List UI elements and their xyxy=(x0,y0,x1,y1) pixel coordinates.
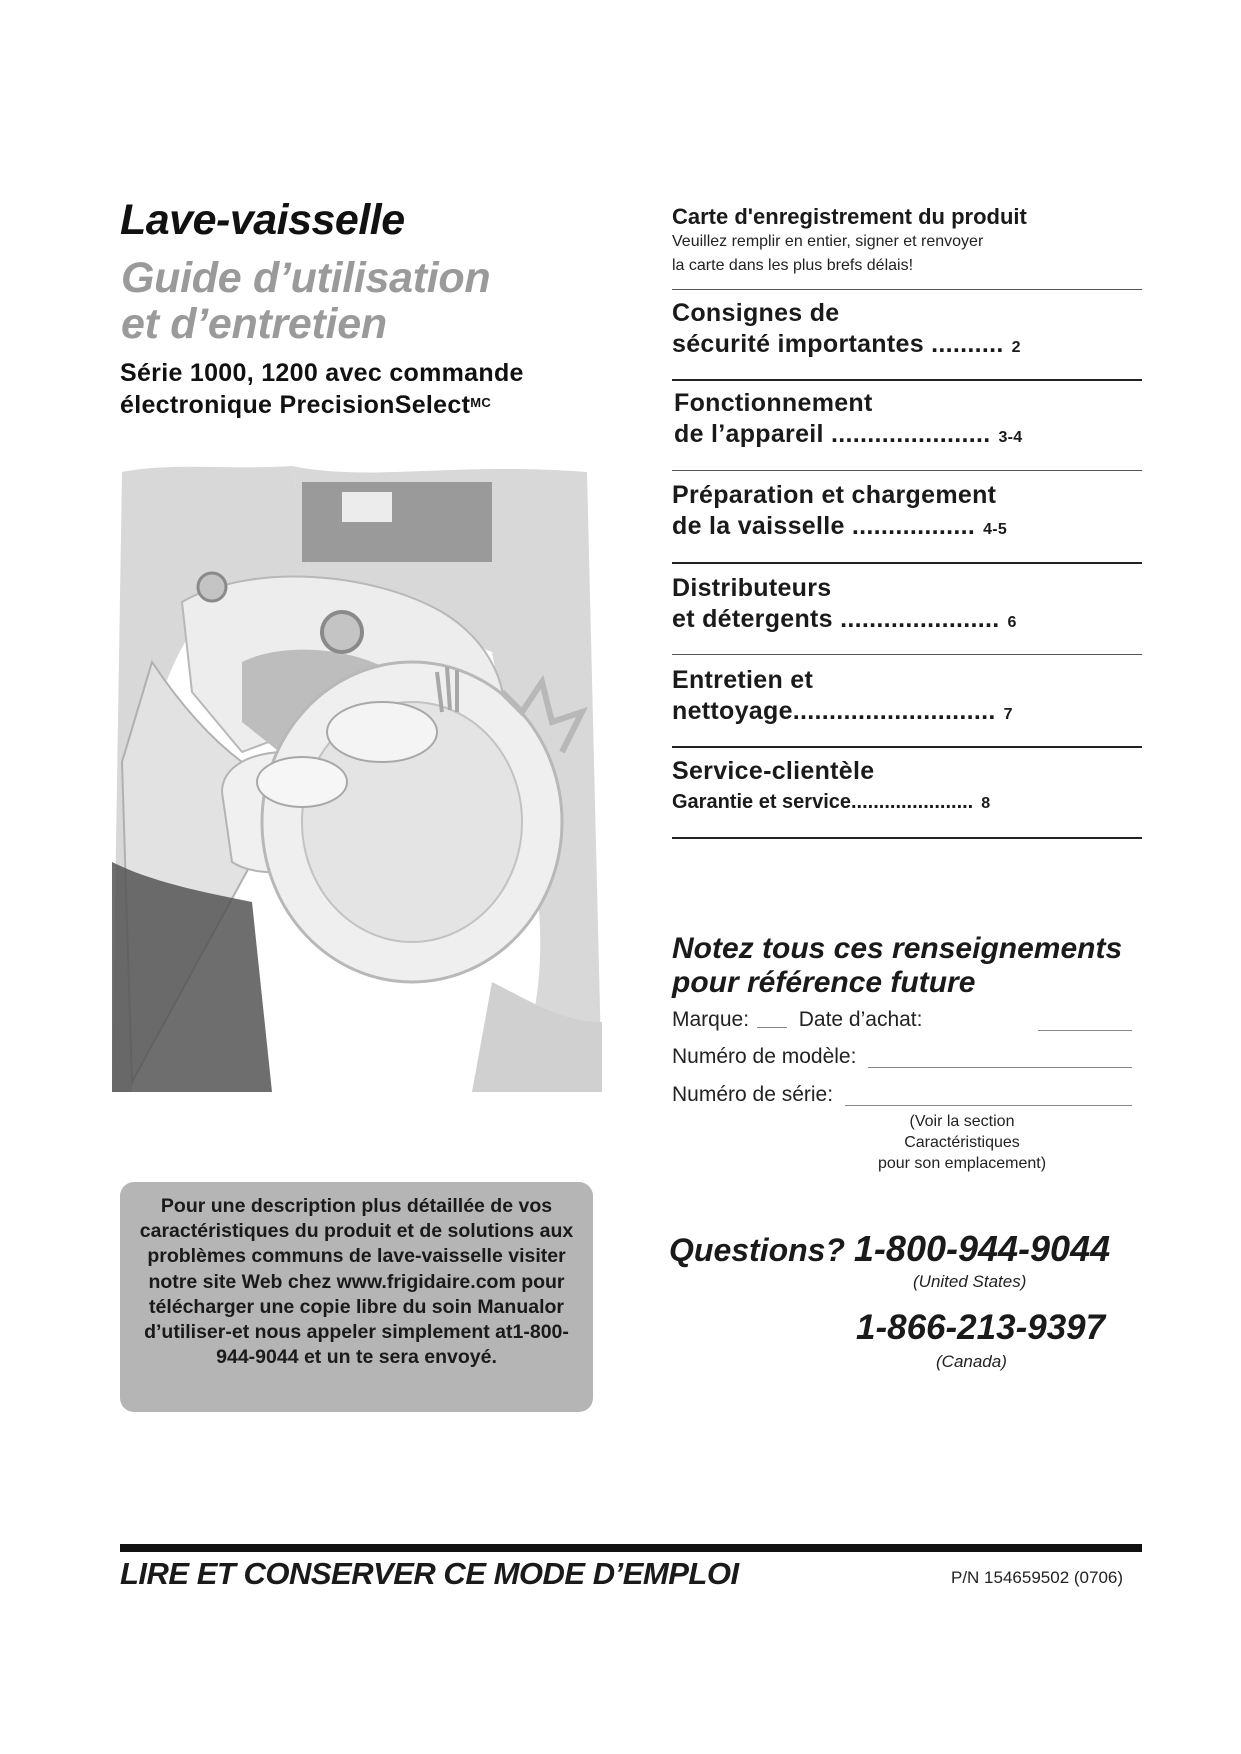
toc-title-line-1: Consignes de xyxy=(672,299,840,327)
toc-page-number: 4-5 xyxy=(983,521,1008,538)
series-line-2: électronique PrecisionSelect xyxy=(120,391,471,419)
record-heading-line-2: pour référence future xyxy=(672,966,976,999)
questions-line xyxy=(669,1228,1110,1270)
toc-divider xyxy=(672,470,1142,471)
serial-number-blank[interactable] xyxy=(845,1105,1132,1106)
toc-divider xyxy=(672,562,1142,564)
canada-phone-number[interactable]: 1-866-213-9397 xyxy=(856,1308,1106,1347)
subtitle-line-1: Guide d’utilisation xyxy=(121,254,491,302)
toc-divider xyxy=(672,289,1142,290)
model-number-label: Numéro de modèle: xyxy=(672,1045,857,1068)
trademark-mark: MC xyxy=(470,395,492,410)
toc-page-number: 2 xyxy=(1011,339,1021,356)
purchase-date-label: Date d’achat: xyxy=(798,1008,923,1031)
serial-number-field xyxy=(672,1083,833,1107)
registration-line-2: la carte dans les plus brefs délais! xyxy=(672,257,914,274)
toc-entry-service[interactable] xyxy=(672,756,1142,819)
record-info-heading xyxy=(672,932,1122,1000)
document-subtitle xyxy=(121,255,490,347)
purchase-date-blank[interactable] xyxy=(1038,1030,1132,1031)
us-phone-number[interactable]: 1-800-944-9044 xyxy=(853,1228,1111,1269)
toc-divider xyxy=(672,837,1142,839)
registration-card-text xyxy=(672,230,983,278)
toc-title-line-2: de l’appareil ...................... xyxy=(674,420,991,448)
note-line-1: (Voir la section Caractéristiques xyxy=(904,1113,1020,1151)
toc-title-line-1: Préparation et chargement xyxy=(672,481,997,509)
canada-label: (Canada) xyxy=(936,1352,1007,1371)
registration-line-1: Veuillez remplir en entier, signer et renvoyer xyxy=(672,233,984,250)
subtitle-line-2: et d’entretien xyxy=(121,300,387,348)
brand-label: Marque: xyxy=(672,1008,750,1031)
toc-page-number: 6 xyxy=(1007,614,1017,631)
series-description xyxy=(120,357,524,421)
toc-entry-loading[interactable] xyxy=(672,480,1142,545)
toc-title-line-1: Service-clientèle xyxy=(672,757,875,785)
model-number-field xyxy=(672,1045,856,1069)
toc-title-line-2: et détergents ...................... xyxy=(672,605,1000,633)
read-and-keep-notice: LIRE ET CONSERVER CE MODE D’EMPLOI xyxy=(120,1556,739,1591)
record-heading-line-1: Notez tous ces renseignements xyxy=(672,932,1123,965)
toc-title-line-1: Entretien et xyxy=(672,666,814,694)
toc-entry-dispensers[interactable] xyxy=(672,573,1142,638)
dishwasher-illustration xyxy=(112,462,602,1092)
series-line-1: Série 1000, 1200 avec commande xyxy=(120,359,524,387)
toc-entry-care[interactable] xyxy=(672,665,1142,730)
note-line-2: pour son emplacement) xyxy=(877,1155,1047,1172)
toc-divider xyxy=(672,379,1142,381)
toc-title-line-1: Distributeurs xyxy=(672,574,832,602)
toc-entry-operation[interactable] xyxy=(674,388,1144,453)
toc-divider xyxy=(672,654,1142,655)
model-number-blank[interactable] xyxy=(868,1067,1132,1068)
serial-number-label: Numéro de série: xyxy=(672,1083,834,1106)
serial-location-note xyxy=(852,1111,1072,1174)
questions-label: Questions? xyxy=(669,1232,846,1268)
toc-title-line-2: nettoyage............................ xyxy=(672,697,996,725)
toc-page-number: 8 xyxy=(981,795,991,812)
registration-card-title: Carte d'enregistrement du produit xyxy=(672,204,1027,229)
toc-title-line-1: Fonctionnement xyxy=(674,389,873,417)
toc-title-line-2: de la vaisselle ................. xyxy=(672,512,976,540)
toc-entry-safety[interactable] xyxy=(672,298,1142,363)
toc-divider xyxy=(672,746,1142,748)
website-info-box: Pour une description plus détaillée de vos caractéristiques du produit et de solutions aux problèmes communs de lave-vaisselle visiter notre site Web chez www.frigidaire.com pour télécharger une copie libre du soin Manualor d’utiliser-et nous appeler simplement at1-800-944-9044 et un te sera envoyé. xyxy=(120,1182,593,1412)
brand-blank[interactable] xyxy=(757,1027,787,1028)
toc-title-line-2: sécurité importantes .......... xyxy=(672,330,1004,358)
document-title: Lave-vaisselle xyxy=(120,196,405,244)
toc-page-number: 3-4 xyxy=(998,429,1023,446)
part-number: P/N 154659502 (0706) xyxy=(951,1568,1124,1587)
toc-title-line-2: Garantie et service...................... xyxy=(672,791,974,813)
brand-field xyxy=(672,1008,922,1032)
toc-page-number: 7 xyxy=(1003,706,1013,723)
us-label: (United States) xyxy=(913,1272,1027,1291)
footer-rule xyxy=(120,1544,1142,1552)
